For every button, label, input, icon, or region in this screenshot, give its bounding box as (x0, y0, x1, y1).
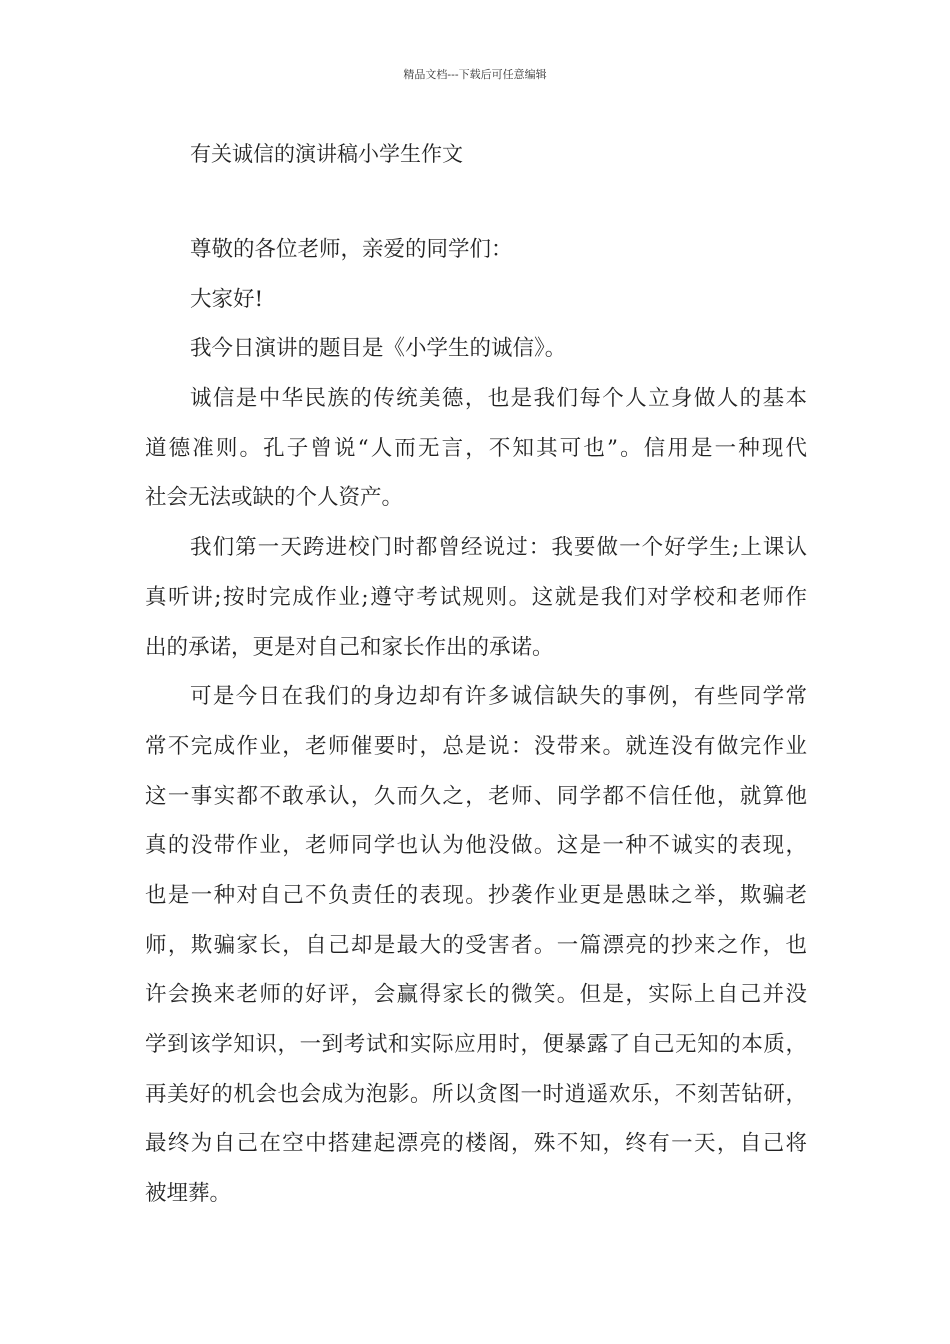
text-line: 学到该学知识，一到考试和实际应用时，便暴露了自己无知的本质， (145, 1032, 807, 1057)
greeting-line: 尊敬的各位老师，亲爱的同学们： (190, 237, 513, 262)
text-line: 师，欺骗家长，自己却是最大的受害者。一篇漂亮的抄来之作，也 (145, 932, 807, 958)
text-line: 这一事实都不敢承认，久而久之，老师、同学都不信任他，就算他 (145, 783, 807, 809)
text-line: 被埋葬。 (145, 1181, 232, 1207)
text-line: 真听讲;按时完成作业;遵守考试规则。这就是我们对学校和老师作 (145, 584, 807, 610)
paragraph-2 (145, 523, 807, 672)
paragraph-1 (145, 374, 807, 523)
topic-line: 我今日演讲的题目是《小学生的诚信》。 (190, 336, 567, 362)
text-line: 道德准则。孔子曾说“人而无言，不知其可也”。信用是一种现代 (145, 435, 807, 461)
hello-line: 大家好! (190, 286, 264, 312)
document-body (145, 225, 807, 1219)
text-line: 我们第一天跨进校门时都曾经说过：我要做一个好学生;上课认 (190, 535, 807, 561)
page-header: 精品文档---下载后可任意编辑 (403, 68, 547, 81)
paragraph-3 (145, 672, 807, 1219)
text-line: 真的没带作业，老师同学也认为他没做。这是一种不诚实的表现， (145, 833, 807, 859)
text-line: 再美好的机会也会成为泡影。所以贪图一时逍遥欢乐，不刻苦钻研， (145, 1081, 807, 1107)
text-line: 社会无法或缺的个人资产。 (145, 485, 404, 511)
text-line: 诚信是中华民族的传统美德，也是我们每个人立身做人的基本 (190, 386, 807, 412)
text-line: 出的承诺，更是对自己和家长作出的承诺。 (145, 634, 554, 660)
text-line: 常不完成作业，老师催要时，总是说：没带来。就连没有做完作业 (145, 733, 807, 759)
text-line: 最终为自己在空中搭建起漂亮的楼阁，殊不知，终有一天，自己将 (145, 1131, 807, 1157)
document-title: 有关诚信的演讲稿小学生作文 (190, 142, 463, 166)
text-line: 也是一种对自己不负责任的表现。抄袭作业更是愚昧之举，欺骗老 (145, 882, 807, 908)
text-line: 可是今日在我们的身边却有许多诚信缺失的事例，有些同学常 (190, 684, 807, 710)
text-line: 许会换来老师的好评，会赢得家长的微笑。但是，实际上自己并没 (145, 982, 807, 1008)
